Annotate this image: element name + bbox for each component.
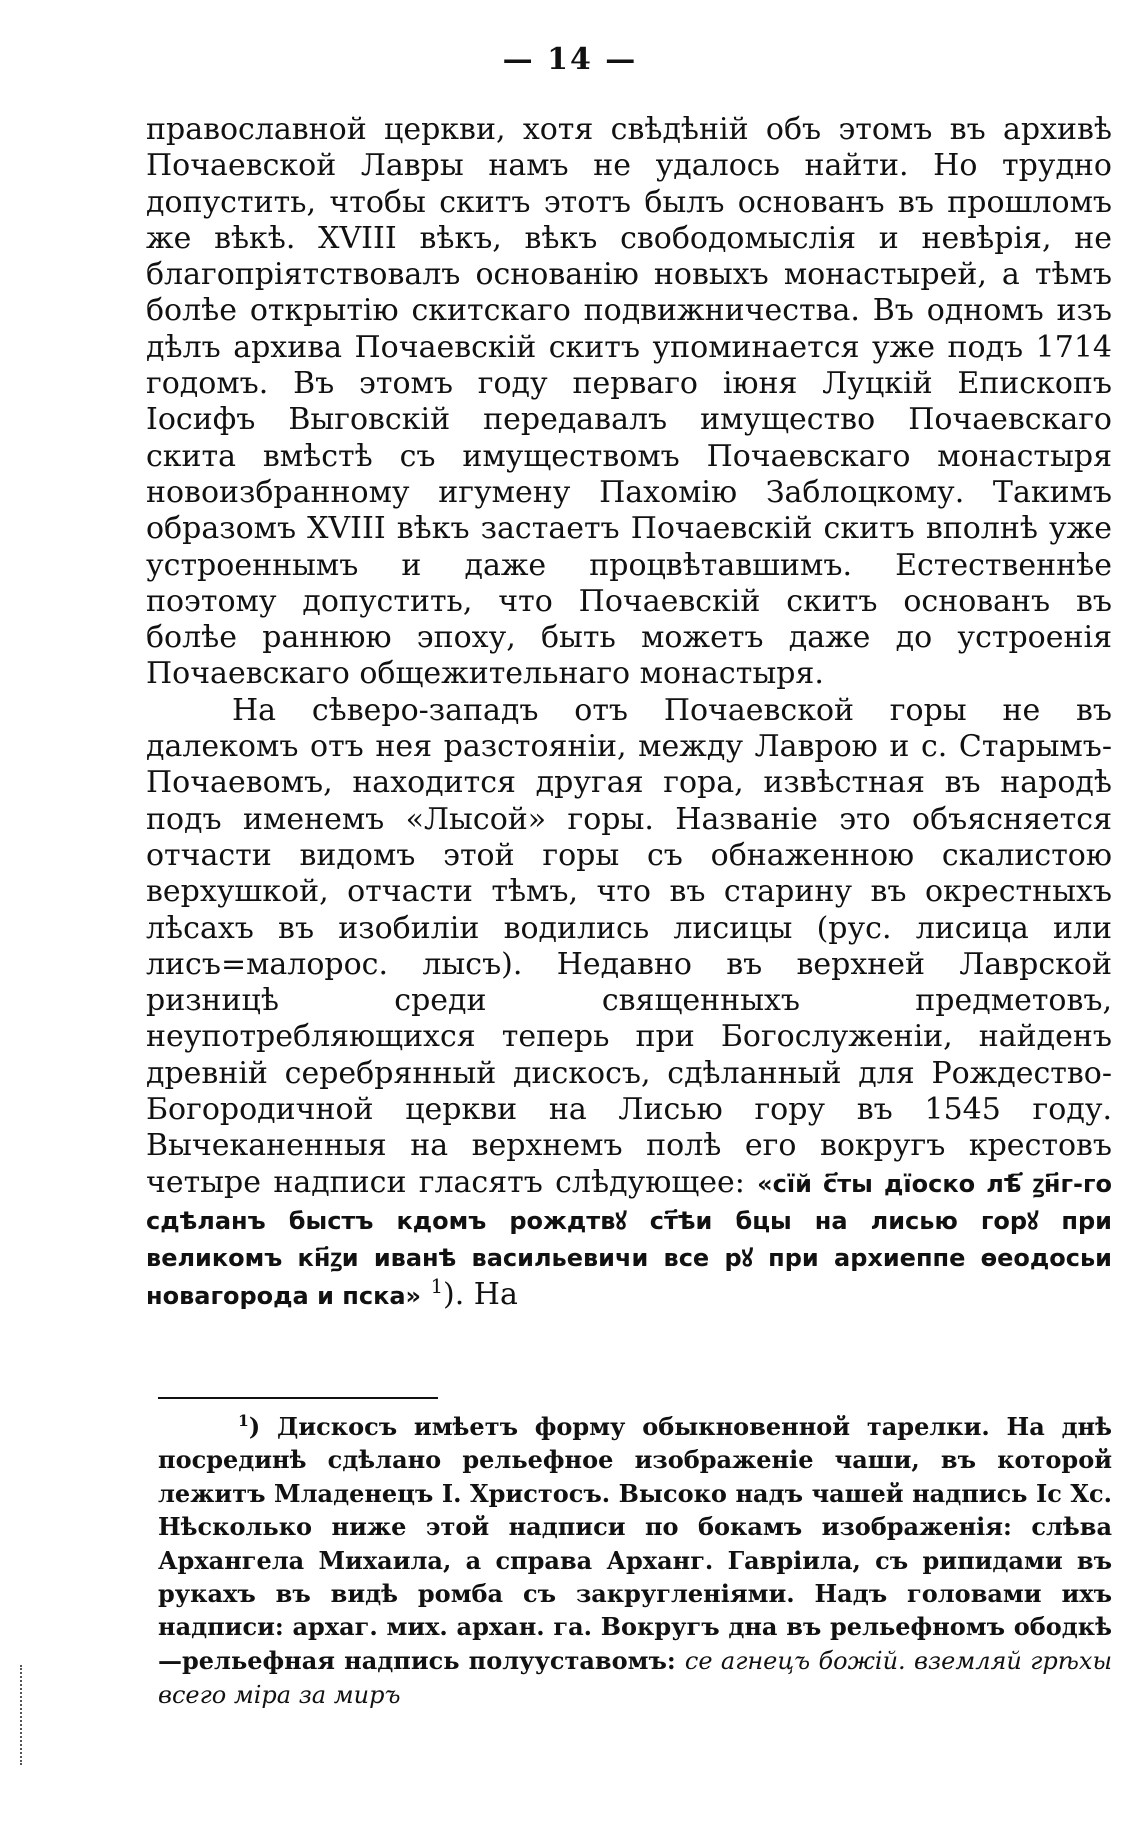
- footnote-divider: [158, 1397, 438, 1399]
- church-slavonic-inscription: «сїй с҃ты дїоско лѣ҃ ꙁн҃г-го сдѣланъ быстъ кдомъ рождтвꙋ ст҃ѣи бцы на лисью горꙋ при великомъ кн҃ꙁи иванѣ васильевичи все рꙋ при архиеппе ѳеодосьи новагорода и пска»: [146, 1169, 1112, 1310]
- footnote: [158, 1410, 1112, 1713]
- paragraph-2-text: На сѣверо-западъ отъ Почаевской горы не въ далекомъ отъ нея разстояніи, между Лаврою и с. Старымъ-Почаевомъ, находится другая гора, извѣстная въ народѣ подъ именемъ «Лысой» горы. Названіе это объясняется отчасти видомъ этой горы съ обнаженною скалистою верхушкой, отчасти тѣмъ, что въ старину въ окрестныхъ лѣсахъ въ изобиліи водились лисицы (рус. лисица или лисъ=малорос. лысъ). Недавно въ верхней Лаврской ризницѣ среди священныхъ предметовъ, неупотребляющихся теперь при Богослуженіи, найденъ древній серебрянный дискосъ, сдѣланный для Рождество-Богородичной церкви на Лисью гору въ 1545 году. Вычеканенныя на верхнемъ полѣ его вокругъ крестовъ четыре надписи гласятъ слѣдующее:: [146, 692, 1112, 1200]
- paragraph-1: православной церкви, хотя свѣдѣній объ этомъ въ архивѣ Почаевской Лавры намъ не удалось найти. Но трудно допустить, чтобы скитъ этотъ былъ основанъ въ прошломъ же вѣкѣ. XVIII вѣкъ, вѣкъ свободомыслія и невѣрія, не благопріятствовалъ основанію новыхъ монастырей, а тѣмъ болѣе открытію скитскаго подвижничества. Въ одномъ изъ дѣлъ архива Почаевскій скитъ упоминается уже подъ 1714 годомъ. Въ этомъ году перваго іюня Луцкій Епископъ Іосифъ Выговскій передавалъ имущество Почаевскаго скита вмѣстѣ съ имуществомъ Почаевскаго монастыря новоизбранному игумену Пахомію Заблоцкому. Такимъ образомъ XVIII вѣкъ застаетъ Почаевскій скитъ вполнѣ уже устроеннымъ и даже процвѣтавшимъ. Естественнѣе поэтому допустить, что Почаевскій скитъ основанъ въ болѣе раннюю эпоху, быть можетъ даже до устроенія Почаевскаго общежительнаго монастыря.: [146, 112, 1112, 692]
- main-text: [146, 112, 1112, 1314]
- footnote-italic-inscription: се агнецъ божій. вземляй грѣхы всего міра за миръ: [158, 1646, 1113, 1710]
- footnote-marker: 1: [238, 1411, 249, 1430]
- paragraph-2: [146, 693, 1112, 1314]
- margin-mark: [20, 1665, 24, 1765]
- paragraph-2-tail: ). На: [443, 1276, 518, 1312]
- footnote-text: ) Дискосъ имѣетъ форму обыкновенной тарелки. На днѣ посрединѣ сдѣлано рельефное изображеніе чаши, въ которой лежитъ Младенецъ І. Христосъ. Высоко надъ чашей надпись Іс Хс. Нѣсколько ниже этой надписи по бокамъ изображенія: слѣва Архангела Михаила, а справа Арханг. Гавріила, съ рипидами въ рукахъ въ видѣ ромба съ закругленіями. Надъ головами ихъ надписи: архаг. мих. архан. га. Вокругъ дна въ рельефномъ ободкѣ—рельефная надпись полууставомъ:: [158, 1412, 1112, 1675]
- page-number: — 14 —: [502, 42, 638, 77]
- footnote-reference: 1: [430, 1274, 444, 1298]
